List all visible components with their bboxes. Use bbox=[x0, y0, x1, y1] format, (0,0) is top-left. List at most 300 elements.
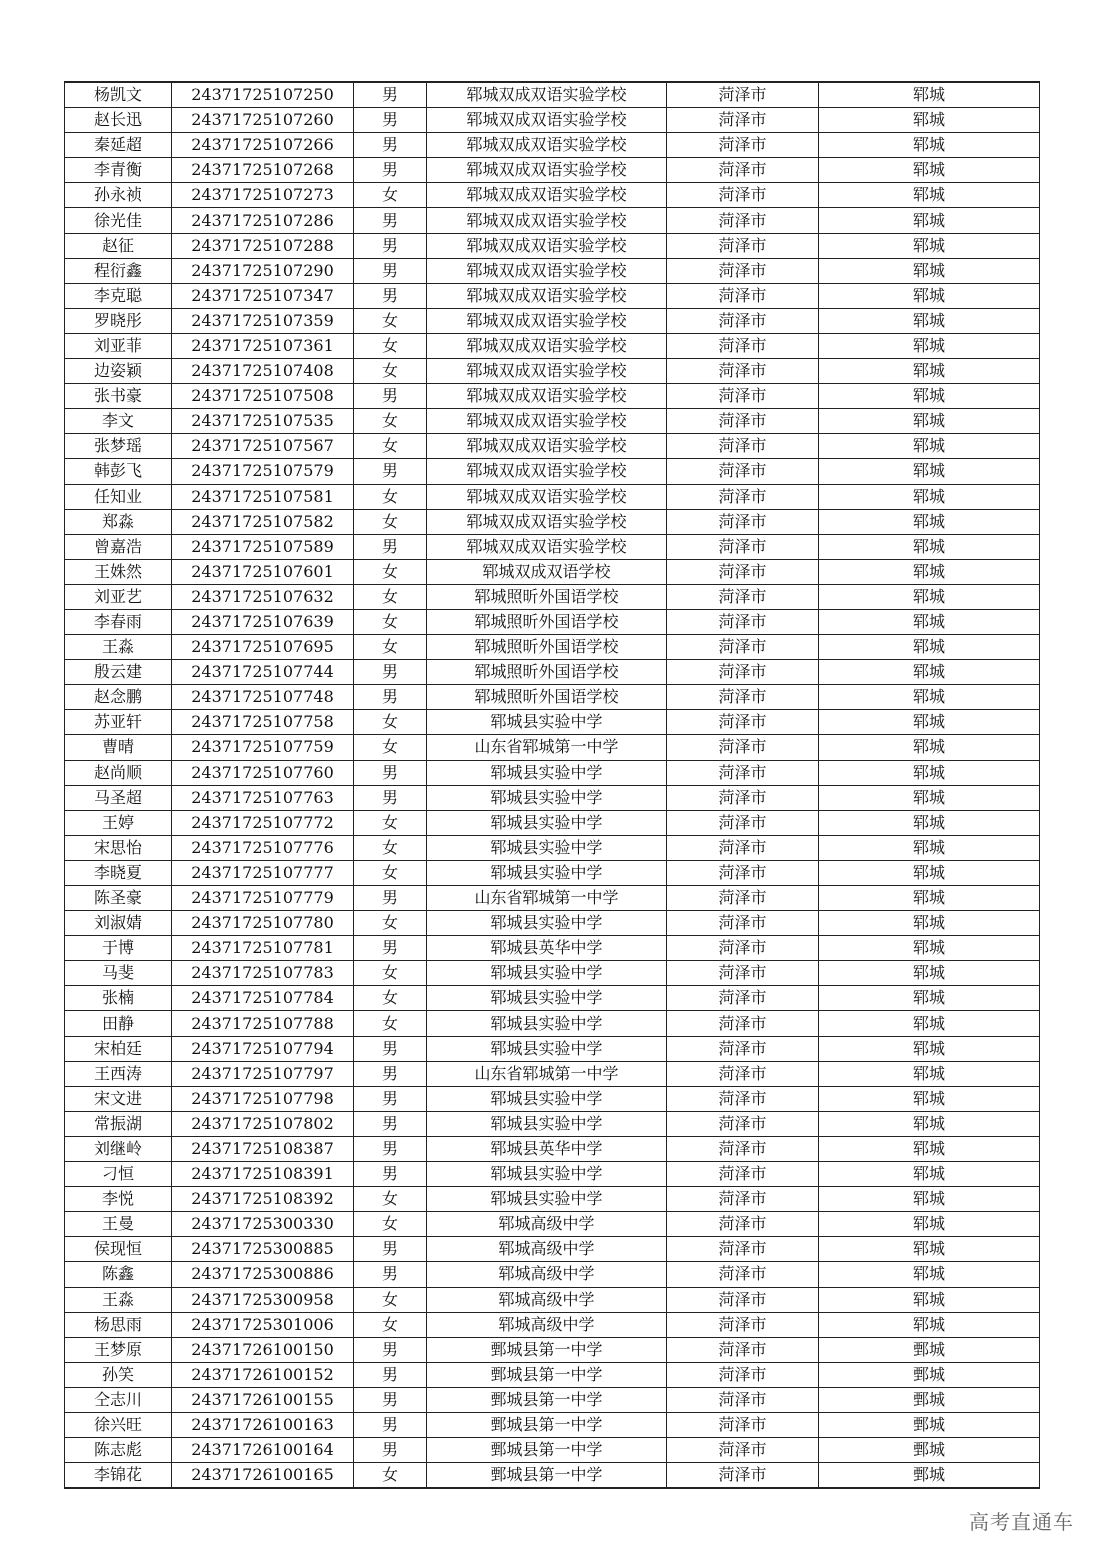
table-row bbox=[65, 609, 1040, 634]
table-row bbox=[65, 635, 1040, 660]
name-cell: 赵念鹏 bbox=[65, 685, 172, 710]
exam-id-cell: 24371726100165 bbox=[172, 1463, 354, 1489]
table-row bbox=[65, 1011, 1040, 1036]
gender-cell: 男 bbox=[354, 1086, 427, 1111]
school-cell: 郓城双成双语实验学校 bbox=[427, 283, 667, 308]
table-row bbox=[65, 584, 1040, 609]
table-row bbox=[65, 961, 1040, 986]
city-cell: 菏泽市 bbox=[667, 359, 819, 384]
gender-cell: 男 bbox=[354, 1387, 427, 1412]
name-cell: 郑淼 bbox=[65, 509, 172, 534]
county-cell: 郓城 bbox=[819, 1212, 1040, 1237]
school-cell: 郓城照昕外国语学校 bbox=[427, 635, 667, 660]
gender-cell: 女 bbox=[354, 183, 427, 208]
city-cell: 菏泽市 bbox=[667, 484, 819, 509]
table-row bbox=[65, 835, 1040, 860]
city-cell: 菏泽市 bbox=[667, 1036, 819, 1061]
name-cell: 徐兴旺 bbox=[65, 1412, 172, 1437]
name-cell: 杨凯文 bbox=[65, 82, 172, 108]
exam-id-cell: 24371725107250 bbox=[172, 82, 354, 108]
school-cell: 郓城照昕外国语学校 bbox=[427, 609, 667, 634]
school-cell: 郓城县实验中学 bbox=[427, 710, 667, 735]
city-cell: 菏泽市 bbox=[667, 409, 819, 434]
school-cell: 郓城县实验中学 bbox=[427, 986, 667, 1011]
gender-cell: 女 bbox=[354, 961, 427, 986]
table-row bbox=[65, 434, 1040, 459]
table-row bbox=[65, 860, 1040, 885]
school-cell: 鄄城县第一中学 bbox=[427, 1412, 667, 1437]
gender-cell: 男 bbox=[354, 785, 427, 810]
school-cell: 郓城双成双语实验学校 bbox=[427, 158, 667, 183]
gender-cell: 女 bbox=[354, 735, 427, 760]
gender-cell: 女 bbox=[354, 434, 427, 459]
gender-cell: 男 bbox=[354, 685, 427, 710]
exam-id-cell: 24371725107797 bbox=[172, 1061, 354, 1086]
school-cell: 郓城双成双语实验学校 bbox=[427, 409, 667, 434]
city-cell: 菏泽市 bbox=[667, 82, 819, 108]
name-cell: 王西涛 bbox=[65, 1061, 172, 1086]
table-row bbox=[65, 183, 1040, 208]
table-row bbox=[65, 1111, 1040, 1136]
exam-id-cell: 24371725108387 bbox=[172, 1136, 354, 1161]
city-cell: 菏泽市 bbox=[667, 1136, 819, 1161]
table-row bbox=[65, 1412, 1040, 1437]
exam-id-cell: 24371725107759 bbox=[172, 735, 354, 760]
school-cell: 郓城县实验中学 bbox=[427, 1036, 667, 1061]
city-cell: 菏泽市 bbox=[667, 986, 819, 1011]
name-cell: 刘继岭 bbox=[65, 1136, 172, 1161]
exam-id-cell: 24371725107748 bbox=[172, 685, 354, 710]
school-cell: 郓城高级中学 bbox=[427, 1312, 667, 1337]
county-cell: 郓城 bbox=[819, 1136, 1040, 1161]
gender-cell: 女 bbox=[354, 333, 427, 358]
gender-cell: 女 bbox=[354, 484, 427, 509]
school-cell: 郓城双成双语实验学校 bbox=[427, 434, 667, 459]
county-cell: 郓城 bbox=[819, 635, 1040, 660]
table-row bbox=[65, 660, 1040, 685]
exam-id-cell: 24371725107744 bbox=[172, 660, 354, 685]
name-cell: 任知业 bbox=[65, 484, 172, 509]
school-cell: 郓城县实验中学 bbox=[427, 860, 667, 885]
name-cell: 宋思怡 bbox=[65, 835, 172, 860]
table-row bbox=[65, 1287, 1040, 1312]
name-cell: 王淼 bbox=[65, 635, 172, 660]
gender-cell: 男 bbox=[354, 886, 427, 911]
exam-id-cell: 24371725108391 bbox=[172, 1162, 354, 1187]
name-cell: 马斐 bbox=[65, 961, 172, 986]
table-row bbox=[65, 534, 1040, 559]
exam-id-cell: 24371725107579 bbox=[172, 459, 354, 484]
gender-cell: 女 bbox=[354, 1463, 427, 1489]
exam-id-cell: 24371725107639 bbox=[172, 609, 354, 634]
city-cell: 菏泽市 bbox=[667, 258, 819, 283]
county-cell: 鄄城 bbox=[819, 1362, 1040, 1387]
gender-cell: 男 bbox=[354, 1237, 427, 1262]
city-cell: 菏泽市 bbox=[667, 1162, 819, 1187]
exam-id-cell: 24371725107601 bbox=[172, 559, 354, 584]
county-cell: 郓城 bbox=[819, 660, 1040, 685]
city-cell: 菏泽市 bbox=[667, 208, 819, 233]
school-cell: 郓城双成双语实验学校 bbox=[427, 82, 667, 108]
name-cell: 曾嘉浩 bbox=[65, 534, 172, 559]
gender-cell: 男 bbox=[354, 936, 427, 961]
county-cell: 郓城 bbox=[819, 936, 1040, 961]
table-row bbox=[65, 986, 1040, 1011]
county-cell: 郓城 bbox=[819, 1162, 1040, 1187]
table-row bbox=[65, 1061, 1040, 1086]
gender-cell: 女 bbox=[354, 359, 427, 384]
school-cell: 郓城双成双语实验学校 bbox=[427, 208, 667, 233]
name-cell: 宋文进 bbox=[65, 1086, 172, 1111]
exam-id-cell: 24371725107567 bbox=[172, 434, 354, 459]
city-cell: 菏泽市 bbox=[667, 660, 819, 685]
name-cell: 王婷 bbox=[65, 810, 172, 835]
school-cell: 郓城双成双语实验学校 bbox=[427, 484, 667, 509]
name-cell: 杨思雨 bbox=[65, 1312, 172, 1337]
county-cell: 郓城 bbox=[819, 860, 1040, 885]
table-row bbox=[65, 308, 1040, 333]
city-cell: 菏泽市 bbox=[667, 534, 819, 559]
city-cell: 菏泽市 bbox=[667, 1287, 819, 1312]
county-cell: 郓城 bbox=[819, 835, 1040, 860]
table-row bbox=[65, 1362, 1040, 1387]
city-cell: 菏泽市 bbox=[667, 1337, 819, 1362]
school-cell: 郓城县英华中学 bbox=[427, 1136, 667, 1161]
gender-cell: 男 bbox=[354, 1438, 427, 1463]
city-cell: 菏泽市 bbox=[667, 1387, 819, 1412]
gender-cell: 女 bbox=[354, 1212, 427, 1237]
school-cell: 郓城高级中学 bbox=[427, 1237, 667, 1262]
exam-id-cell: 24371725300330 bbox=[172, 1212, 354, 1237]
gender-cell: 女 bbox=[354, 986, 427, 1011]
county-cell: 郓城 bbox=[819, 133, 1040, 158]
exam-id-cell: 24371725107508 bbox=[172, 384, 354, 409]
name-cell: 程衍鑫 bbox=[65, 258, 172, 283]
school-cell: 郓城县实验中学 bbox=[427, 810, 667, 835]
exam-id-cell: 24371725300886 bbox=[172, 1262, 354, 1287]
exam-id-cell: 24371725301006 bbox=[172, 1312, 354, 1337]
city-cell: 菏泽市 bbox=[667, 685, 819, 710]
exam-id-cell: 24371725107777 bbox=[172, 860, 354, 885]
city-cell: 菏泽市 bbox=[667, 810, 819, 835]
city-cell: 菏泽市 bbox=[667, 1187, 819, 1212]
gender-cell: 男 bbox=[354, 1061, 427, 1086]
school-cell: 鄄城县第一中学 bbox=[427, 1362, 667, 1387]
county-cell: 郓城 bbox=[819, 509, 1040, 534]
school-cell: 山东省郓城第一中学 bbox=[427, 886, 667, 911]
gender-cell: 男 bbox=[354, 1136, 427, 1161]
exam-id-cell: 24371725107632 bbox=[172, 584, 354, 609]
gender-cell: 男 bbox=[354, 384, 427, 409]
gender-cell: 男 bbox=[354, 1162, 427, 1187]
gender-cell: 男 bbox=[354, 1036, 427, 1061]
school-cell: 郓城双成双语实验学校 bbox=[427, 384, 667, 409]
school-cell: 郓城双成双语学校 bbox=[427, 559, 667, 584]
exam-id-cell: 24371725107776 bbox=[172, 835, 354, 860]
table-row bbox=[65, 810, 1040, 835]
city-cell: 菏泽市 bbox=[667, 1312, 819, 1337]
city-cell: 菏泽市 bbox=[667, 1438, 819, 1463]
table-row bbox=[65, 685, 1040, 710]
gender-cell: 女 bbox=[354, 1011, 427, 1036]
exam-id-cell: 24371725107788 bbox=[172, 1011, 354, 1036]
county-cell: 郓城 bbox=[819, 609, 1040, 634]
city-cell: 菏泽市 bbox=[667, 609, 819, 634]
watermark-text: 高考直通车 bbox=[969, 1510, 1074, 1534]
county-cell: 郓城 bbox=[819, 82, 1040, 108]
county-cell: 郓城 bbox=[819, 685, 1040, 710]
gender-cell: 男 bbox=[354, 1262, 427, 1287]
name-cell: 王曼 bbox=[65, 1212, 172, 1237]
city-cell: 菏泽市 bbox=[667, 1237, 819, 1262]
name-cell: 徐光佳 bbox=[65, 208, 172, 233]
city-cell: 菏泽市 bbox=[667, 785, 819, 810]
county-cell: 郓城 bbox=[819, 233, 1040, 258]
gender-cell: 男 bbox=[354, 1362, 427, 1387]
county-cell: 郓城 bbox=[819, 534, 1040, 559]
city-cell: 菏泽市 bbox=[667, 283, 819, 308]
name-cell: 王淼 bbox=[65, 1287, 172, 1312]
county-cell: 郓城 bbox=[819, 1237, 1040, 1262]
city-cell: 菏泽市 bbox=[667, 233, 819, 258]
county-cell: 郓城 bbox=[819, 1262, 1040, 1287]
name-cell: 于博 bbox=[65, 936, 172, 961]
table-row bbox=[65, 359, 1040, 384]
gender-cell: 男 bbox=[354, 108, 427, 133]
exam-id-cell: 24371726100164 bbox=[172, 1438, 354, 1463]
school-cell: 郓城县实验中学 bbox=[427, 911, 667, 936]
exam-id-cell: 24371725107794 bbox=[172, 1036, 354, 1061]
name-cell: 韩彭飞 bbox=[65, 459, 172, 484]
table-row bbox=[65, 283, 1040, 308]
gender-cell: 男 bbox=[354, 760, 427, 785]
table-row bbox=[65, 1438, 1040, 1463]
name-cell: 赵尚顺 bbox=[65, 760, 172, 785]
table-row bbox=[65, 208, 1040, 233]
exam-id-cell: 24371726100150 bbox=[172, 1337, 354, 1362]
name-cell: 李锦花 bbox=[65, 1463, 172, 1489]
school-cell: 郓城县实验中学 bbox=[427, 1187, 667, 1212]
exam-id-cell: 24371725107779 bbox=[172, 886, 354, 911]
exam-id-cell: 24371725107361 bbox=[172, 333, 354, 358]
gender-cell: 女 bbox=[354, 308, 427, 333]
city-cell: 菏泽市 bbox=[667, 158, 819, 183]
city-cell: 菏泽市 bbox=[667, 434, 819, 459]
gender-cell: 男 bbox=[354, 133, 427, 158]
county-cell: 郓城 bbox=[819, 409, 1040, 434]
name-cell: 侯现恒 bbox=[65, 1237, 172, 1262]
name-cell: 张书豪 bbox=[65, 384, 172, 409]
county-cell: 郓城 bbox=[819, 911, 1040, 936]
city-cell: 菏泽市 bbox=[667, 635, 819, 660]
city-cell: 菏泽市 bbox=[667, 1086, 819, 1111]
gender-cell: 男 bbox=[354, 660, 427, 685]
city-cell: 菏泽市 bbox=[667, 835, 819, 860]
name-cell: 曹晴 bbox=[65, 735, 172, 760]
exam-id-cell: 24371725107780 bbox=[172, 911, 354, 936]
name-cell: 王梦原 bbox=[65, 1337, 172, 1362]
exam-id-cell: 24371725107347 bbox=[172, 283, 354, 308]
school-cell: 郓城双成双语实验学校 bbox=[427, 258, 667, 283]
county-cell: 郓城 bbox=[819, 1011, 1040, 1036]
gender-cell: 女 bbox=[354, 635, 427, 660]
city-cell: 菏泽市 bbox=[667, 384, 819, 409]
county-cell: 郓城 bbox=[819, 158, 1040, 183]
name-cell: 陈圣豪 bbox=[65, 886, 172, 911]
county-cell: 鄄城 bbox=[819, 1337, 1040, 1362]
city-cell: 菏泽市 bbox=[667, 1362, 819, 1387]
exam-id-cell: 24371725107408 bbox=[172, 359, 354, 384]
gender-cell: 男 bbox=[354, 258, 427, 283]
county-cell: 郓城 bbox=[819, 1036, 1040, 1061]
school-cell: 郓城双成双语实验学校 bbox=[427, 459, 667, 484]
name-cell: 边姿颖 bbox=[65, 359, 172, 384]
county-cell: 郓城 bbox=[819, 1312, 1040, 1337]
county-cell: 郓城 bbox=[819, 459, 1040, 484]
county-cell: 郓城 bbox=[819, 384, 1040, 409]
table-row bbox=[65, 936, 1040, 961]
table-row bbox=[65, 509, 1040, 534]
table-row bbox=[65, 133, 1040, 158]
table-row bbox=[65, 258, 1040, 283]
gender-cell: 男 bbox=[354, 534, 427, 559]
city-cell: 菏泽市 bbox=[667, 760, 819, 785]
school-cell: 郓城县实验中学 bbox=[427, 1011, 667, 1036]
name-cell: 刘亚艺 bbox=[65, 584, 172, 609]
table-row bbox=[65, 735, 1040, 760]
exam-id-cell: 24371725107760 bbox=[172, 760, 354, 785]
city-cell: 菏泽市 bbox=[667, 133, 819, 158]
name-cell: 宋柏廷 bbox=[65, 1036, 172, 1061]
school-cell: 鄄城县第一中学 bbox=[427, 1337, 667, 1362]
gender-cell: 男 bbox=[354, 158, 427, 183]
name-cell: 陈鑫 bbox=[65, 1262, 172, 1287]
gender-cell: 男 bbox=[354, 283, 427, 308]
gender-cell: 男 bbox=[354, 1412, 427, 1437]
table-row bbox=[65, 760, 1040, 785]
exam-id-cell: 24371726100163 bbox=[172, 1412, 354, 1437]
county-cell: 郓城 bbox=[819, 710, 1040, 735]
table-row bbox=[65, 384, 1040, 409]
city-cell: 菏泽市 bbox=[667, 710, 819, 735]
school-cell: 郓城县实验中学 bbox=[427, 1162, 667, 1187]
gender-cell: 男 bbox=[354, 233, 427, 258]
city-cell: 菏泽市 bbox=[667, 509, 819, 534]
exam-id-cell: 24371725107798 bbox=[172, 1086, 354, 1111]
table-row bbox=[65, 559, 1040, 584]
school-cell: 郓城双成双语实验学校 bbox=[427, 308, 667, 333]
school-cell: 郓城县实验中学 bbox=[427, 1111, 667, 1136]
school-cell: 郓城县实验中学 bbox=[427, 1086, 667, 1111]
school-cell: 郓城高级中学 bbox=[427, 1287, 667, 1312]
gender-cell: 女 bbox=[354, 559, 427, 584]
exam-id-cell: 24371725107359 bbox=[172, 308, 354, 333]
exam-id-cell: 24371725107758 bbox=[172, 710, 354, 735]
gender-cell: 男 bbox=[354, 1111, 427, 1136]
exam-id-cell: 24371726100152 bbox=[172, 1362, 354, 1387]
school-cell: 郓城县实验中学 bbox=[427, 961, 667, 986]
county-cell: 郓城 bbox=[819, 333, 1040, 358]
county-cell: 郓城 bbox=[819, 484, 1040, 509]
gender-cell: 女 bbox=[354, 710, 427, 735]
gender-cell: 女 bbox=[354, 1187, 427, 1212]
school-cell: 郓城县实验中学 bbox=[427, 835, 667, 860]
exam-id-cell: 24371725107286 bbox=[172, 208, 354, 233]
city-cell: 菏泽市 bbox=[667, 1412, 819, 1437]
table-row bbox=[65, 82, 1040, 108]
county-cell: 鄄城 bbox=[819, 1438, 1040, 1463]
city-cell: 菏泽市 bbox=[667, 1262, 819, 1287]
school-cell: 郓城双成双语实验学校 bbox=[427, 108, 667, 133]
table-row bbox=[65, 1162, 1040, 1187]
exam-id-cell: 24371725107273 bbox=[172, 183, 354, 208]
table-row bbox=[65, 710, 1040, 735]
exam-id-cell: 24371726100155 bbox=[172, 1387, 354, 1412]
school-cell: 郓城照昕外国语学校 bbox=[427, 685, 667, 710]
school-cell: 郓城高级中学 bbox=[427, 1262, 667, 1287]
city-cell: 菏泽市 bbox=[667, 961, 819, 986]
city-cell: 菏泽市 bbox=[667, 584, 819, 609]
roster-table bbox=[64, 81, 1040, 1489]
county-cell: 郓城 bbox=[819, 183, 1040, 208]
county-cell: 郓城 bbox=[819, 258, 1040, 283]
school-cell: 山东省郓城第一中学 bbox=[427, 1061, 667, 1086]
name-cell: 仝志川 bbox=[65, 1387, 172, 1412]
county-cell: 郓城 bbox=[819, 810, 1040, 835]
school-cell: 郓城双成双语实验学校 bbox=[427, 133, 667, 158]
school-cell: 郓城双成双语实验学校 bbox=[427, 509, 667, 534]
city-cell: 菏泽市 bbox=[667, 459, 819, 484]
county-cell: 郓城 bbox=[819, 1287, 1040, 1312]
exam-id-cell: 24371725107582 bbox=[172, 509, 354, 534]
county-cell: 郓城 bbox=[819, 1187, 1040, 1212]
table-row bbox=[65, 1262, 1040, 1287]
exam-id-cell: 24371725107802 bbox=[172, 1111, 354, 1136]
table-row bbox=[65, 1337, 1040, 1362]
county-cell: 郓城 bbox=[819, 886, 1040, 911]
exam-id-cell: 24371725107783 bbox=[172, 961, 354, 986]
name-cell: 刁恒 bbox=[65, 1162, 172, 1187]
school-cell: 郓城照昕外国语学校 bbox=[427, 584, 667, 609]
name-cell: 李悦 bbox=[65, 1187, 172, 1212]
name-cell: 殷云建 bbox=[65, 660, 172, 685]
table-row bbox=[65, 1136, 1040, 1161]
county-cell: 鄄城 bbox=[819, 1387, 1040, 1412]
city-cell: 菏泽市 bbox=[667, 860, 819, 885]
county-cell: 郓城 bbox=[819, 584, 1040, 609]
county-cell: 郓城 bbox=[819, 559, 1040, 584]
school-cell: 鄄城县第一中学 bbox=[427, 1463, 667, 1489]
table-row bbox=[65, 785, 1040, 810]
name-cell: 李青衡 bbox=[65, 158, 172, 183]
county-cell: 郓城 bbox=[819, 735, 1040, 760]
gender-cell: 女 bbox=[354, 860, 427, 885]
city-cell: 菏泽市 bbox=[667, 1061, 819, 1086]
city-cell: 菏泽市 bbox=[667, 911, 819, 936]
school-cell: 郓城县实验中学 bbox=[427, 760, 667, 785]
table-row bbox=[65, 1036, 1040, 1061]
city-cell: 菏泽市 bbox=[667, 333, 819, 358]
exam-id-cell: 24371725107581 bbox=[172, 484, 354, 509]
gender-cell: 女 bbox=[354, 911, 427, 936]
city-cell: 菏泽市 bbox=[667, 936, 819, 961]
table-row bbox=[65, 108, 1040, 133]
table-row bbox=[65, 1212, 1040, 1237]
exam-id-cell: 24371725107535 bbox=[172, 409, 354, 434]
gender-cell: 女 bbox=[354, 1312, 427, 1337]
table-row bbox=[65, 1312, 1040, 1337]
city-cell: 菏泽市 bbox=[667, 108, 819, 133]
